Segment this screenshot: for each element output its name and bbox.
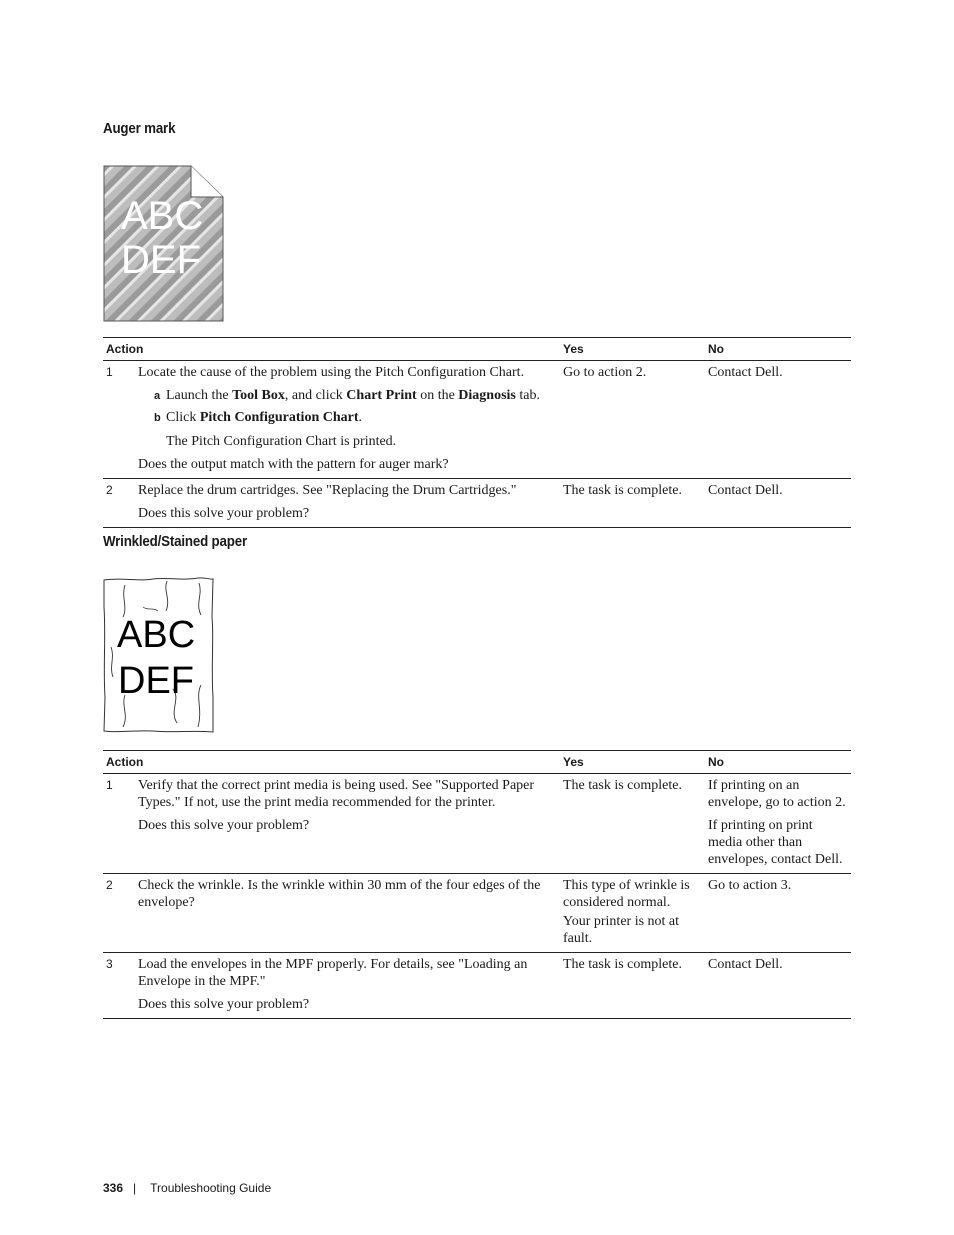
wrinkled-paper-table (103, 750, 851, 1019)
row-action (135, 953, 560, 1019)
row-yes: Go to action 2. (560, 361, 705, 479)
row-action (135, 874, 560, 953)
row-action (135, 361, 560, 479)
row-yes: The task is complete. (560, 774, 705, 874)
header-action: Action (103, 338, 560, 361)
header-yes: Yes (560, 338, 705, 361)
figure-text-line1: ABC (121, 194, 204, 238)
action-result: The Pitch Configuration Chart is printed. (166, 434, 397, 449)
action-question: Does the output match with the pattern for auger mark? (138, 457, 449, 472)
section-heading-auger-mark: Auger mark (103, 121, 176, 137)
auger-mark-table (103, 337, 851, 528)
row-action (135, 774, 560, 874)
page-footer (103, 1181, 271, 1195)
header-yes: Yes (560, 751, 705, 774)
table-row (103, 874, 851, 953)
table-header-row (103, 751, 851, 774)
row-yes: The task is complete. (560, 479, 705, 528)
table-row (103, 774, 851, 874)
auger-mark-sample-image (103, 165, 225, 328)
yes-text-1: This type of wrinkle is considered normal. (563, 878, 690, 910)
row-no: Contact Dell. (705, 479, 851, 528)
figure-text-line2: DEF (121, 238, 201, 282)
row-number: 1 (103, 774, 135, 874)
action-question: Does this solve your problem? (138, 997, 310, 1012)
table-header-row (103, 338, 851, 361)
footer-doc-title: Troubleshooting Guide (150, 1181, 272, 1195)
row-action (135, 479, 560, 528)
header-action: Action (103, 751, 560, 774)
row-number: 3 (103, 953, 135, 1019)
substep-a: a Launch the Tool Box, and click Chart Print on the Diagnosis tab. (154, 388, 540, 403)
table-row (103, 479, 851, 528)
header-no: No (705, 751, 851, 774)
row-yes: The task is complete. (560, 953, 705, 1019)
yes-text-2: Your printer is not at fault. (563, 914, 680, 946)
action-text: Check the wrinkle. Is the wrinkle within 30 mm of the four edges of the envelope? (138, 878, 541, 910)
table-row (103, 953, 851, 1019)
action-text: Replace the drum cartridges. See "Replacing the Drum Cartridges." (138, 483, 517, 498)
action-question: Does this solve your problem? (138, 506, 310, 521)
no-text-1: If printing on an envelope, go to action 2. (708, 778, 846, 810)
row-number: 2 (103, 874, 135, 953)
row-no: Contact Dell. (705, 361, 851, 479)
action-text: Verify that the correct print media is being used. See "Supported Paper Types." If not, use the print media recommended for the printer. (138, 778, 535, 810)
row-number: 1 (103, 361, 135, 479)
row-number: 2 (103, 479, 135, 528)
header-no: No (705, 338, 851, 361)
section-heading-wrinkled-paper: Wrinkled/Stained paper (103, 534, 247, 550)
action-text: Load the envelopes in the MPF properly. For details, see "Loading an Envelope in the MPF." (138, 957, 528, 989)
substep-b: b Click Pitch Configuration Chart. (154, 410, 363, 425)
no-text-2: If printing on print media other than envelopes, contact Dell. (708, 818, 843, 867)
row-yes (560, 874, 705, 953)
row-no: Contact Dell. (705, 953, 851, 1019)
row-no (705, 774, 851, 874)
page-number: 336 (103, 1181, 124, 1195)
table-row (103, 361, 851, 479)
footer-separator: | (133, 1181, 137, 1195)
wrinkled-paper-sample-image (103, 577, 215, 739)
figure-text-line2: DEF (118, 660, 194, 702)
figure-text-line1: ABC (117, 614, 196, 656)
row-no: Go to action 3. (705, 874, 851, 953)
action-question: Does this solve your problem? (138, 818, 310, 833)
action-intro: Locate the cause of the problem using the Pitch Configuration Chart. (138, 365, 525, 380)
